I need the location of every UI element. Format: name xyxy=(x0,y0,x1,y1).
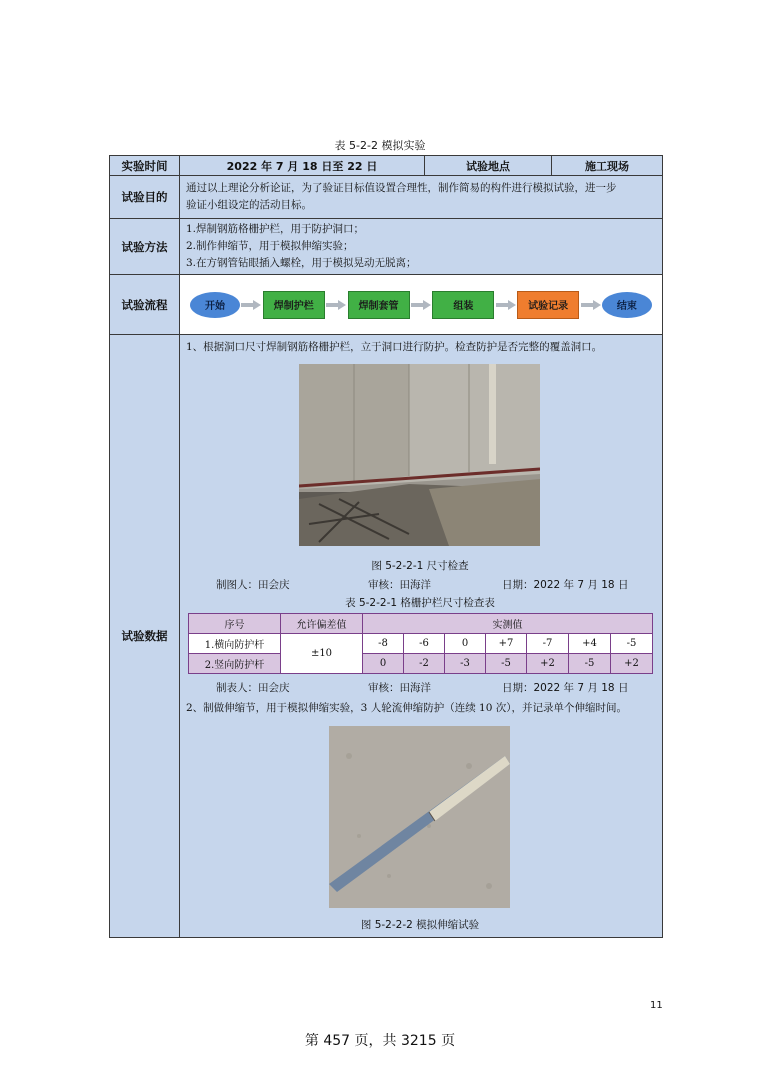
arrow-right-icon xyxy=(241,299,261,311)
method-line: 3.在方钢管钻眼插入螺栓，用于模拟晃动无脱离； xyxy=(186,257,417,269)
arrow-right-icon xyxy=(581,299,601,311)
measured-value: -2 xyxy=(404,654,445,674)
page-number-small: 11 xyxy=(650,1000,663,1011)
arrow-right-icon xyxy=(411,299,431,311)
method-label: 试验方法 xyxy=(110,219,180,275)
data-paragraph-1: 1、根据洞口尺寸焊制钢筋格栅护栏，立于洞口进行防护。检查防护是否完整的覆盖洞口。 xyxy=(186,341,603,353)
flow-step-record: 试验记录 xyxy=(517,291,579,319)
measured-value: -7 xyxy=(527,634,569,654)
subtable-title: 表 5-2-2-1 格栅护栏尺寸检查表 xyxy=(345,597,495,609)
figure-1-date: 日期：2022 年 7 月 18 日 xyxy=(502,579,629,591)
place-value: 施工现场 xyxy=(552,156,663,176)
subtable-reviewer: 审核：田海洋 xyxy=(368,682,431,694)
method-text xyxy=(180,219,663,275)
figure-1-reviewer: 审核：田海洋 xyxy=(368,579,431,591)
row-name: 1.横向防护杆 xyxy=(189,634,281,654)
purpose-label: 试验目的 xyxy=(110,176,180,219)
measured-value: +2 xyxy=(527,654,569,674)
flow-step-end: 结束 xyxy=(602,292,652,318)
subtable-date: 日期：2022 年 7 月 18 日 xyxy=(502,682,629,694)
method-line: 1.焊制钢筋格栅护栏，用于防护洞口； xyxy=(186,223,365,235)
photo-rail-check xyxy=(299,364,540,546)
figure-2-caption: 图 5-2-2-2 模拟伸缩试验 xyxy=(360,919,480,931)
table-row xyxy=(189,654,653,674)
measured-value: -5 xyxy=(569,654,611,674)
figure-1-maker: 制图人：田会庆 xyxy=(216,579,290,591)
measured-value: -8 xyxy=(363,634,404,654)
data-label: 试验数据 xyxy=(110,335,180,938)
flow-step-weld-rail: 焊制护栏 xyxy=(263,291,325,319)
measured-value: +2 xyxy=(611,654,653,674)
method-line: 2.制作伸缩节，用于模拟伸缩实验； xyxy=(186,240,354,252)
measured-value: -3 xyxy=(445,654,486,674)
flow-step-assemble: 组装 xyxy=(432,291,494,319)
tolerance-value: ±10 xyxy=(281,634,363,674)
page-info: 第 457 页，共 3215 页 xyxy=(304,1033,456,1049)
data-paragraph-2: 2、制做伸缩节，用于模拟伸缩实验，3 人轮流伸缩防护（连续 10 次），并记录单个伸缩时间。 xyxy=(186,702,627,714)
table-row xyxy=(189,634,653,654)
arrow-right-icon xyxy=(496,299,516,311)
purpose-line: 验证小组设定的活动目标。 xyxy=(186,199,312,211)
flow-step-start: 开始 xyxy=(190,292,240,318)
purpose-text xyxy=(180,176,663,219)
data-cell xyxy=(180,335,663,938)
subtable-header-tolerance: 允许偏差值 xyxy=(281,614,363,634)
subtable-maker: 制表人：田会庆 xyxy=(216,682,290,694)
purpose-line: 通过以上理论分析论证，为了验证目标值设置合理性，制作简易的构件进行模拟试验，进一步 xyxy=(186,182,617,194)
place-label: 试验地点 xyxy=(425,156,552,176)
measured-value: -5 xyxy=(611,634,653,654)
measured-value: 0 xyxy=(363,654,404,674)
measured-value: 0 xyxy=(445,634,486,654)
measured-value: -6 xyxy=(404,634,445,654)
photo-telescopic-test xyxy=(329,726,510,908)
flow-cell xyxy=(180,275,663,335)
subtable-header-index: 序号 xyxy=(189,614,281,634)
flow-step-weld-sleeve: 焊制套管 xyxy=(348,291,410,319)
flow-label: 试验流程 xyxy=(110,275,180,335)
figure-1-caption: 图 5-2-2-1 尺寸检查 xyxy=(371,560,469,572)
measured-value: +4 xyxy=(569,634,611,654)
time-value: 2022 年 7 月 18 日至 22 日 xyxy=(180,156,425,176)
arrow-right-icon xyxy=(326,299,346,311)
table-title: 表 5-2-2 模拟实验 xyxy=(334,139,426,152)
subtable-header-measured: 实测值 xyxy=(363,614,653,634)
rail-size-table xyxy=(188,613,653,674)
row-name: 2.竖向防护杆 xyxy=(189,654,281,674)
measured-value: -5 xyxy=(486,654,527,674)
time-label: 实验时间 xyxy=(110,156,180,176)
measured-value: +7 xyxy=(486,634,527,654)
flowchart xyxy=(180,280,662,330)
experiment-table xyxy=(109,155,663,938)
